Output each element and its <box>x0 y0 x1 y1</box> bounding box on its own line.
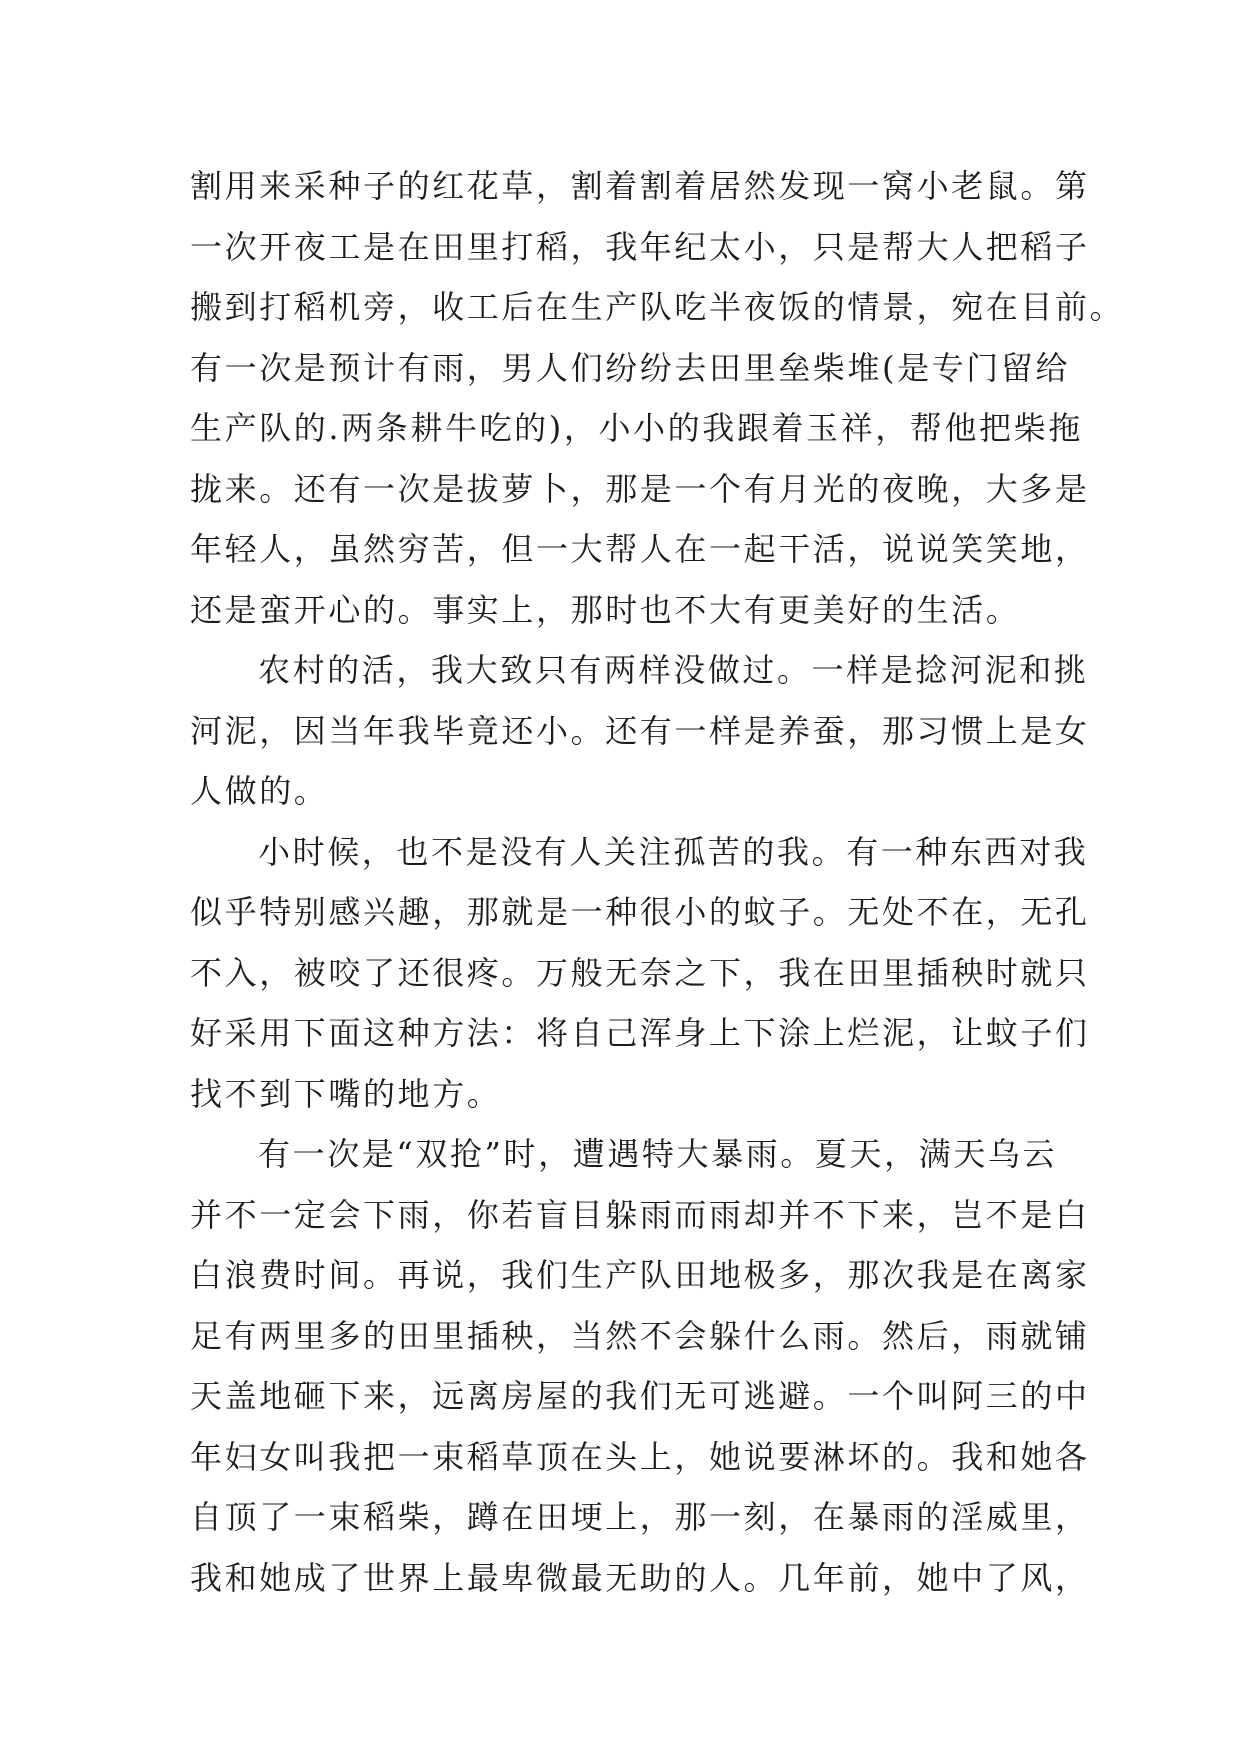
text-line: 年妇女叫我把一束稻草顶在头上，她说要淋坏的。我和她各 <box>190 1437 1090 1476</box>
text-line: 人做的。 <box>190 772 329 810</box>
text-line: 有一次是预计有雨，男人们纷纷去田里垒柴堆(是专门留给 <box>190 348 1071 387</box>
text-line: 拢来。还有一次是拔萝卜，那是一个有月光的夜晚，大多是 <box>190 469 1090 508</box>
body-text <box>190 156 1125 1608</box>
text-line: 天盖地砸下来，远离房屋的我们无可逃避。一个叫阿三的中 <box>190 1377 1090 1415</box>
text-line: 足有两里多的田里插秧，当然不会躲什么雨。然后，雨就铺 <box>190 1316 1090 1355</box>
text-line: 并不一定会下雨，你若盲目躲雨而雨却并不下来，岂不是白 <box>190 1195 1090 1234</box>
paragraph-first-line: 有一次是“双抢”时，遭遇特大暴雨。夏天，满天乌云 <box>258 1135 1058 1173</box>
text-line: 生产队的.两条耕牛吃的)，小小的我跟着玉祥，帮他把柴拖 <box>190 409 1083 447</box>
text-line: 白浪费时间。再说，我们生产队田地极多，那次我是在离家 <box>190 1256 1090 1294</box>
text-line: 自顶了一束稻柴，蹲在田埂上，那一刻，在暴雨的淫威里， <box>190 1498 1090 1536</box>
text-line: 搬到打稻机旁，收工后在生产队吃半夜饭的情景，宛在目前。 <box>190 288 1125 326</box>
text-line: 还是蛮开心的。事实上，那时也不大有更美好的生活。 <box>190 590 1021 629</box>
text-line: 割用来采种子的红花草，割着割着居然发现一窝小老鼠。第 <box>190 167 1090 205</box>
paragraph-first-line: 小时候，也不是没有人关注孤苦的我。有一种东西对我 <box>258 832 1089 871</box>
text-line: 我和她成了世界上最卑微最无助的人。几年前，她中了风， <box>190 1558 1090 1597</box>
text-line: 年轻人，虽然穷苦，但一大帮人在一起干活，说说笑笑地， <box>190 530 1090 568</box>
text-line: 河泥，因当年我毕竟还小。还有一样是养蚕，那习惯上是女 <box>190 711 1090 750</box>
text-line: 找不到下嘴的地方。 <box>190 1074 502 1113</box>
text-line: 好采用下面这种方法：将自己浑身上下涂上烂泥，让蚊子们 <box>190 1014 1090 1052</box>
text-line: 一次开夜工是在田里打稻，我年纪太小，只是帮大人把稻子 <box>190 227 1090 266</box>
paragraph-first-line: 农村的活，我大致只有两样没做过。一样是捻河泥和挑 <box>258 651 1089 689</box>
text-line: 似乎特别感兴趣，那就是一种很小的蚊子。无处不在，无孔 <box>190 893 1090 931</box>
text-line: 不入，被咬了还很疼。万般无奈之下，我在田里插秧时就只 <box>190 953 1090 992</box>
